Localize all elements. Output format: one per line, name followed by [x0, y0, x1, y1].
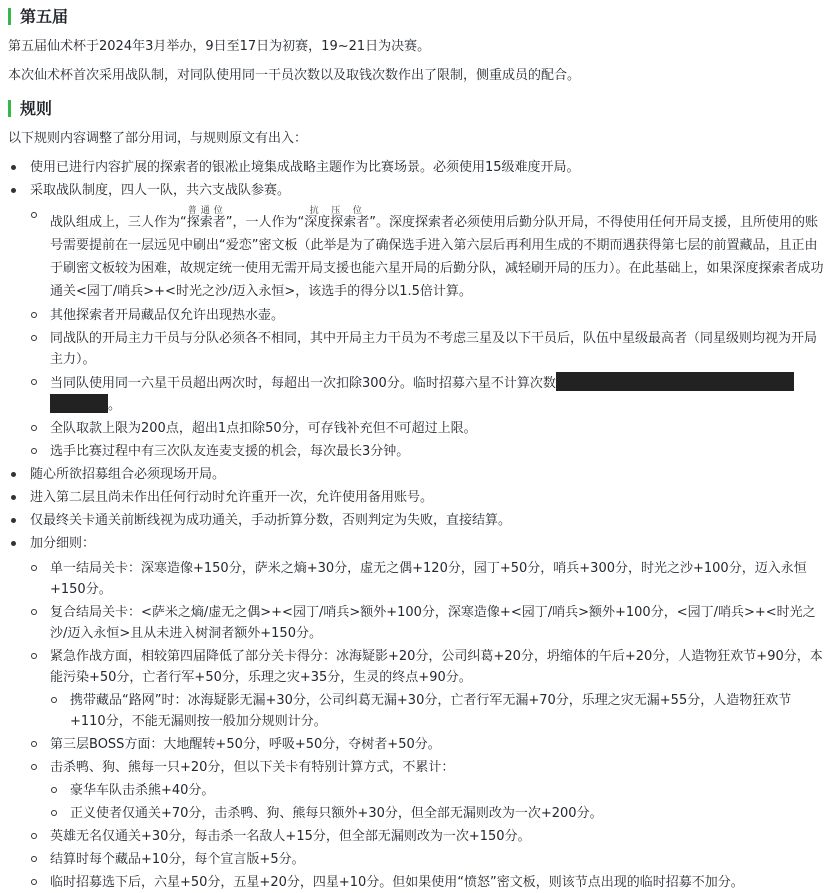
list-item [8, 180, 825, 462]
list-item [50, 780, 825, 801]
text: 击杀鸭、狗、熊每一只+20分，但以下关卡有特别计算方式，不累计： [50, 760, 455, 775]
section-heading-fifth [8, 2, 825, 30]
list-item [30, 826, 825, 847]
list-item [30, 305, 825, 326]
ruby-base: 探索者 [186, 215, 226, 230]
text: 同战队的开局主力干员与分队必须各不相同，其中开局主力干员为不考虑三星及以下干员后，队伍中星级最高者（同星级则均视为开局主力）。 [50, 331, 818, 367]
nested-sublist [50, 690, 825, 732]
list-item [30, 872, 825, 893]
ruby-annotation: 抗压位 [304, 206, 370, 216]
scoring-title: 加分细则： [30, 536, 96, 551]
nested-sublist [50, 780, 825, 824]
rule-team: 采取战队制度，四人一队，共六支战队参赛。 [30, 183, 291, 198]
paragraph-team-system: 本次仙术杯首次采用战队制，对同队使用同一干员次数以及取钱次数作出了限制，侧重成员的配合。 [8, 68, 581, 83]
list-item [30, 849, 825, 870]
list-item [8, 533, 825, 893]
list-item [50, 690, 825, 732]
list-item [30, 757, 825, 824]
text: 当同队使用同一六星干员超出两次时，每超出一次扣除300分。临时招募六星不计算次数 [50, 376, 556, 391]
list-item [30, 441, 825, 462]
text: 随心所欲招募组合必须现场开局。 [30, 467, 226, 482]
list-item [50, 803, 825, 824]
rules-title: 规则 [20, 98, 53, 118]
list-item [8, 157, 825, 178]
ruby-explorer [186, 206, 226, 230]
scoring-sublist [30, 558, 825, 893]
text: 豪华车队击杀熊+40分。 [70, 783, 215, 798]
list-item [30, 205, 825, 303]
text: 第三层BOSS方面：大地醒转+50分，呼吸+50分，夺树者+50分。 [50, 737, 441, 752]
rule-scenario: 使用已进行内容扩展的探索者的银凇止境集成战略主题作为比赛场景。必须使用15级难度开局。 [30, 160, 580, 175]
list-item [8, 487, 825, 508]
text: 复合结局关卡：<萨米之熵/虚无之偶>+<园丁/哨兵>额外+100分，深寒造像+<园丁/哨兵>额外+100分，<园丁/哨兵>+<时光之沙/迈入永恒>且从未进入树洞者额外+150分。 [50, 605, 816, 641]
ruby-deep-explorer [304, 206, 370, 230]
list-item [8, 464, 825, 485]
text: 结算时每个藏品+10分，每个宣言版+5分。 [50, 852, 305, 867]
redacted-block [556, 372, 794, 391]
text: 其他探索者开局藏品仅允许出现热水壶。 [50, 308, 285, 323]
ruby-annotation: 普通位 [186, 206, 226, 216]
list-item [30, 558, 825, 600]
text: 选手比赛过程中有三次队友连麦支援的机会，每次最长3分钟。 [50, 444, 410, 459]
list-item [30, 602, 825, 644]
list-item [30, 328, 825, 370]
text: 英雄无名仅通关+30分，每击杀一名敌人+15分，但全部无漏则改为一次+150分。 [50, 829, 531, 844]
text: 携带藏品“路网”时：冰海疑影无漏+30分，公司纠葛无漏+30分，亡者行军无漏+70分，乐理之灾无漏+55分，人造物狂欢节+110分，不能无漏则按一般加分规则计分。 [70, 693, 792, 729]
rules-intro: 以下规则内容调整了部分用词，与规则原文有出入： [8, 131, 308, 146]
text: 全队取款上限为200点，超出1点扣除50分，可存钱补充但不可超过上限。 [50, 421, 477, 436]
section-title: 第五届 [20, 6, 69, 26]
text: 紧急作战方面，相较第四届降低了部分关卡得分：冰海疑影+20分，公司纠葛+20分，坍缩体的午后+20分，人造物狂欢节+90分，本能污染+50分，亡者行军+50分，乐理之灾+35分，生灵的终点+90分。 [50, 649, 823, 685]
text: 。 [108, 398, 122, 413]
text: ”，一人作为“ [225, 215, 305, 230]
rules-list [8, 157, 825, 893]
text: 单一结局关卡：深寒造像+150分，萨米之熵+30分，虚无之偶+120分，园丁+50分，哨兵+300分，时光之沙+100分，迈入永恒+150分。 [50, 561, 807, 597]
text: 进入第二层且尚未作出任何行动时允许重开一次，允许使用备用账号。 [30, 490, 434, 505]
redacted-block [50, 394, 108, 413]
list-item [8, 510, 825, 531]
text: 战队组成上，三人作为“ [50, 215, 187, 230]
heading-accent-bar [8, 100, 11, 117]
text: 仅最终关卡通关前断线视为成功通关，手动折算分数，否则判定为失败，直接结算。 [30, 513, 512, 528]
text: 正义使者仅通关+70分，击杀鸭、狗、熊每只额外+30分，但全部无漏则改为一次+200分。 [70, 806, 603, 821]
text: 临时招募选下后，六星+50分，五星+20分，四星+10分。但如果使用“愤怒”密文板，则该节点出现的临时招募不加分。 [50, 875, 744, 890]
heading-accent-bar [8, 8, 11, 25]
ruby-base: 深度探索者 [304, 215, 370, 230]
list-item [30, 418, 825, 439]
list-item [30, 734, 825, 755]
section-heading-rules [8, 94, 825, 122]
list-item [30, 646, 825, 732]
team-sublist [30, 205, 825, 462]
paragraph-dates: 第五届仙术杯于2024年3月举办，9日至17日为初赛，19~21日为决赛。 [8, 39, 431, 54]
list-item [30, 372, 825, 416]
text: ”。深度探索者必须使用后勤分队开局，不得使用任何开局支援，且所使用的账号需要提前在一层远见中刷出“爱恋”密文板（此举是为了确保选手进入第六层后再利用生成的不期而遇获得第七层的前置藏品，且正由于刷密文板较为困难，故规定统一使用无需开局支援也能六星开局的后勤分队，减轻刷开局的压力）。在此基础上，如果深度探索者成功通关<园丁/哨兵>+<时光之沙/迈入永恒>，该选手的得分以1.5倍计算。 [50, 215, 824, 299]
